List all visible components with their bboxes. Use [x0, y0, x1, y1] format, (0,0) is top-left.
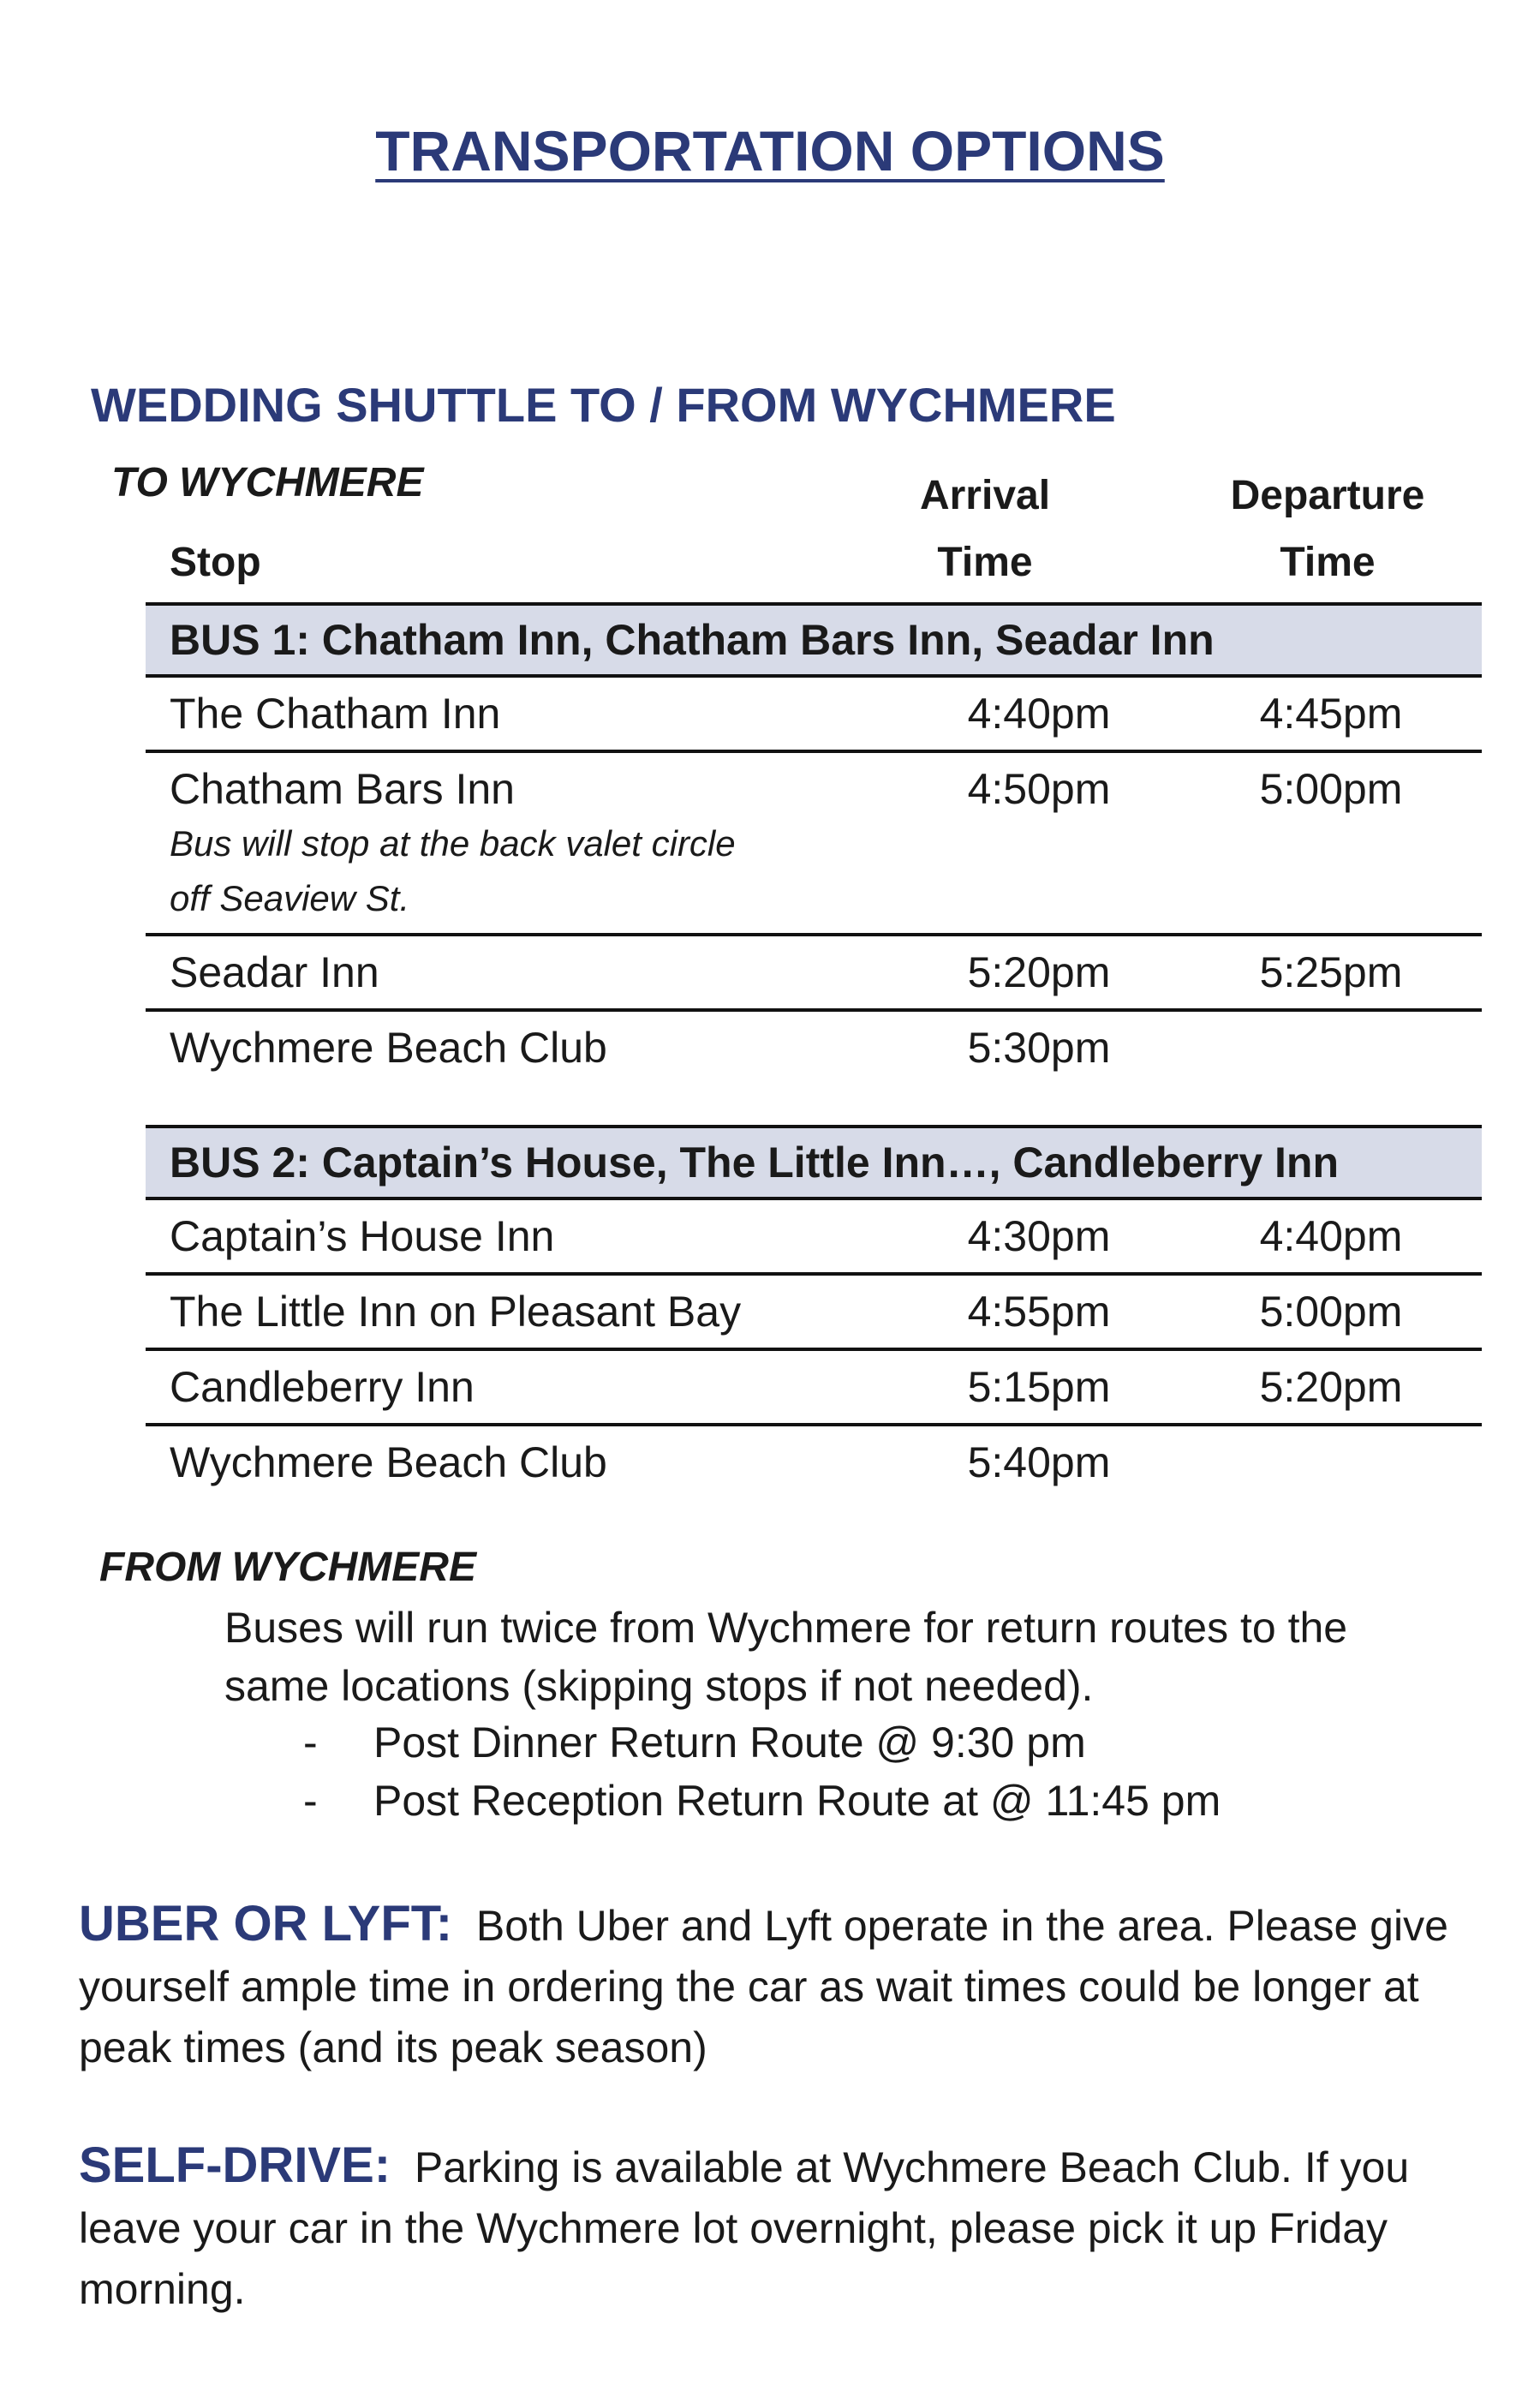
- departure-time: 4:40pm: [1180, 1198, 1482, 1274]
- table-row: [146, 935, 1482, 1010]
- return-routes-line1: Buses will run twice from Wychmere for return routes to the: [224, 1604, 1348, 1652]
- stop-name: Captain’s House Inn: [146, 1198, 898, 1274]
- return-route-item: [303, 1713, 1086, 1772]
- return-route-text: Post Dinner Return Route @ 9:30 pm: [373, 1719, 1086, 1766]
- return-routes-line2: same locations (skipping stops if not needed).: [224, 1662, 1094, 1710]
- departure-time: 5:00pm: [1180, 751, 1482, 935]
- arrival-header-line1: Arrival: [919, 473, 1051, 518]
- departure-time: 5:00pm: [1180, 1274, 1482, 1349]
- departure-column-header: [1199, 463, 1456, 596]
- arrival-time: 4:40pm: [898, 676, 1180, 751]
- shuttle-section-title: WEDDING SHUTTLE TO / FROM WYCHMERE: [91, 378, 1116, 432]
- departure-time: 4:45pm: [1180, 676, 1482, 751]
- departure-time: [1180, 1010, 1482, 1084]
- table-row: [146, 676, 1482, 751]
- departure-header-line1: Departure: [1230, 473, 1425, 518]
- stop-name: Candleberry Inn: [146, 1349, 898, 1425]
- table-row: [146, 1425, 1482, 1498]
- bus1-header-row: [146, 604, 1482, 676]
- arrival-header-line2: Time: [937, 540, 1033, 585]
- arrival-column-header: [874, 463, 1096, 596]
- stop-name: Wychmere Beach Club: [170, 1438, 607, 1486]
- stop-name: The Chatham Inn: [146, 676, 898, 751]
- stop-note-line2: off Seaview St.: [170, 878, 410, 918]
- arrival-time: 5:15pm: [898, 1349, 1180, 1425]
- shuttle-schedule-table: [146, 602, 1482, 1498]
- stop-cell: [146, 751, 898, 935]
- page-title: TRANSPORTATION OPTIONS: [375, 119, 1165, 182]
- uber-lyft-text: Both Uber and Lyft operate in the area. Please give yourself ample time in ordering the car as wait times could be longer at peak times (and its peak season): [79, 1902, 1448, 2071]
- stop-name: Wychmere Beach Club: [170, 1024, 607, 1072]
- table-row: [146, 1198, 1482, 1274]
- table-row: [146, 1274, 1482, 1349]
- stop-name: The Little Inn on Pleasant Bay: [146, 1274, 898, 1349]
- stop-column-header: Stop: [170, 540, 261, 585]
- departure-time: 5:20pm: [1180, 1349, 1482, 1425]
- table-row: [146, 1010, 1482, 1084]
- arrival-time: 4:30pm: [898, 1198, 1180, 1274]
- uber-lyft-heading: UBER OR LYFT:: [79, 1896, 453, 1952]
- dash-bullet: -: [303, 1777, 318, 1825]
- arrival-time: 5:30pm: [967, 1024, 1111, 1072]
- bus2-title: BUS 2: Captain’s House, The Little Inn…, Candleberry Inn: [146, 1127, 1482, 1198]
- self-drive-section: [79, 2135, 1518, 2320]
- self-drive-heading: SELF-DRIVE:: [79, 2137, 391, 2193]
- arrival-time: 4:55pm: [898, 1274, 1180, 1349]
- stop-name: Chatham Bars Inn: [170, 765, 515, 813]
- return-route-item: [303, 1772, 1221, 1830]
- bus1-title: BUS 1: Chatham Inn, Chatham Bars Inn, Seadar Inn: [146, 604, 1482, 676]
- arrival-time: 5:40pm: [967, 1438, 1111, 1486]
- departure-time: [1180, 1425, 1482, 1498]
- arrival-time: 5:20pm: [898, 935, 1180, 1010]
- dash-bullet: -: [303, 1719, 318, 1766]
- to-wychmere-label: TO WYCHMERE: [111, 460, 424, 505]
- uber-lyft-section: [79, 1893, 1518, 2078]
- from-wychmere-label: FROM WYCHMERE: [99, 1545, 476, 1590]
- return-routes-description: [224, 1599, 1347, 1715]
- departure-header-line2: Time: [1280, 540, 1376, 585]
- table-row: [146, 751, 1482, 935]
- departure-time: 5:25pm: [1180, 935, 1482, 1010]
- arrival-time: 4:50pm: [898, 751, 1180, 935]
- self-drive-text: Parking is available at Wychmere Beach Club. If you leave your car in the Wychmere lot overnight, please pick it up Friday morning.: [79, 2143, 1410, 2313]
- stop-name: Seadar Inn: [146, 935, 898, 1010]
- stop-note-line1: Bus will stop at the back valet circle: [170, 823, 736, 864]
- table-row: [146, 1349, 1482, 1425]
- return-route-text: Post Reception Return Route at @ 11:45 pm: [373, 1777, 1221, 1825]
- bus2-header-row: [146, 1127, 1482, 1198]
